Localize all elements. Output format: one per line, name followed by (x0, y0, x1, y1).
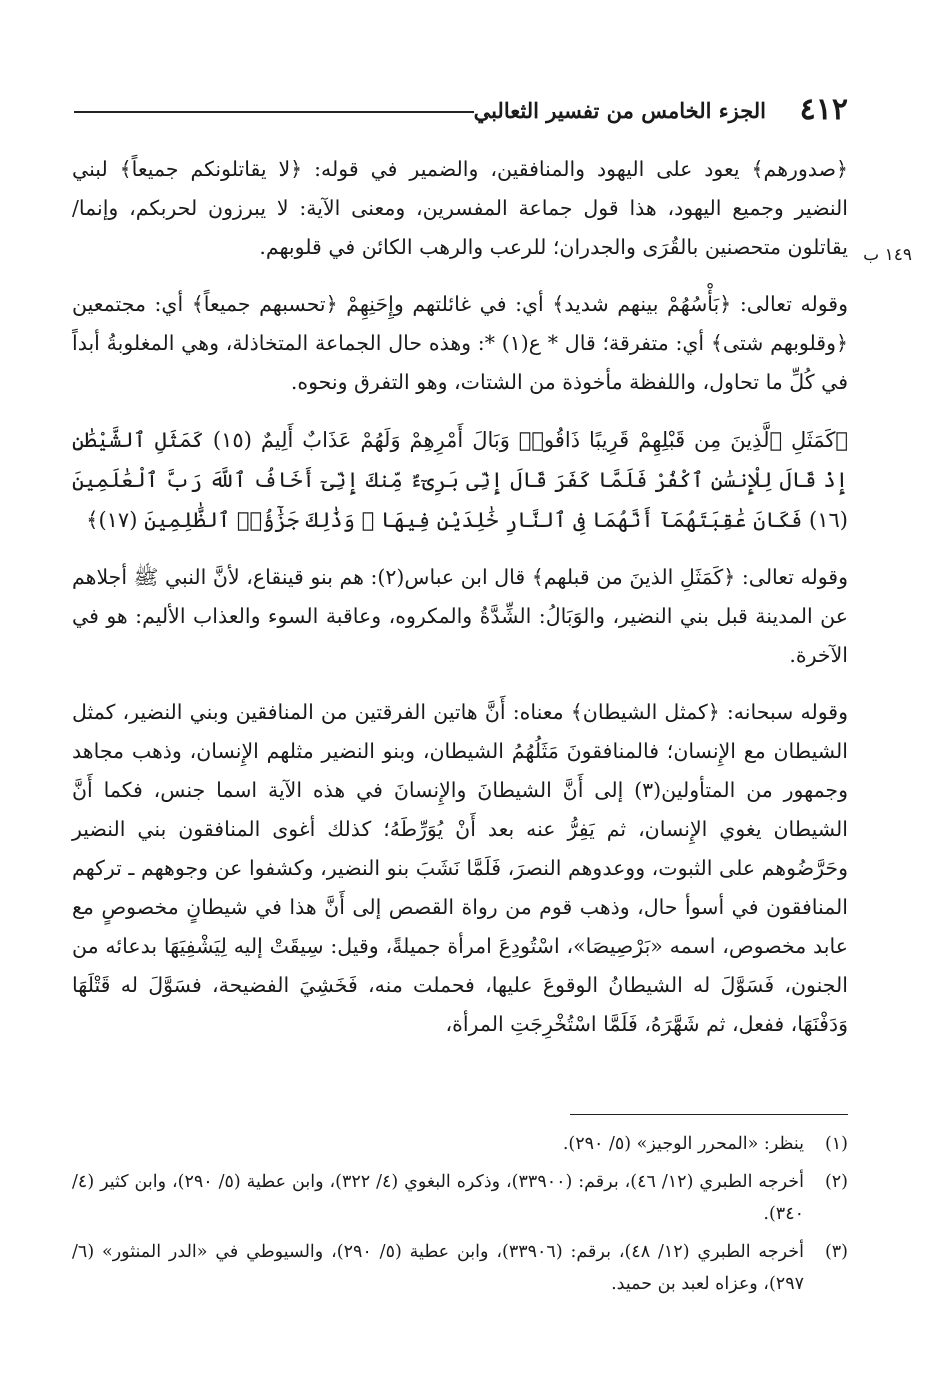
page-number: ٤١٢ (799, 92, 848, 127)
footnote-text: أخرجه الطبري (١٢/ ٤٨)، برقم: (٣٣٩٠٦)، وابن عطية (٥/ ٢٩٠)، والسيوطي في «الدر المنثور» (٦/ ٢٩٧)، وعزاه لعبد بن حميد. (72, 1242, 804, 1294)
paragraph-1: ﴿صدورهم﴾ يعود على اليهود والمنافقين، والضمير في قوله: ﴿لا يقاتلونكم جميعاً﴾ لبني النضير وجميع اليهود، هذا قول جماعة المفسرين، ومعنى الآية: لا يبرزون لحربكم، وإنما/ يقاتلون متحصنين بالقُرَى والجدران؛ للرعب والرهب الكائن في قلوبهم. (72, 157, 848, 259)
footnote-rule (570, 1114, 848, 1115)
running-title: الجزء الخامس من تفسير الثعالبي (473, 98, 766, 123)
footnote-number: (٢) (824, 1172, 848, 1192)
manuscript-folio-note: ١٤٩ ب (863, 245, 912, 265)
running-header (74, 92, 848, 132)
paragraph-2: وقوله تعالى: ﴿بَأْسُهُمْ بينهم شديد﴾ أي: في غائلتهم وإِحَنِهِمْ ﴿تحسبهم جميعاً﴾ أي: مجتمعين ﴿وقلوبهم شتى﴾ أي: متفرقة؛ قال * ع(١) *: وهذه حال الجماعة المتخاذلة، وهي المغلوبةُ أبداً في كُلِّ ما تحاول، واللفظة مأخوذة من الشتات، وهو التفرق ونحوه. (72, 292, 849, 394)
footnote (72, 1236, 848, 1300)
paragraph-4: وقوله سبحانه: ﴿كمثل الشيطان﴾ معناه: أَنَّ هاتين الفرقتين من المنافقين وبني النضير، كمثل الشيطان مع الإِنسان؛ فالمنافقونَ مَثَلُهُمُ الشيطان، وبنو النضير مثلهم الإِنسان، وذهب مجاهد وجمهور من المتأولين(٣) إلى أَنَّ الشيطانَ والإِنسانَ في هذه الآية اسما جنس، فكما أَنَّ الشيطان يغوي الإِنسان، ثم يَفِرُّ عنه بعد أَنْ يُوَرِّطَهُ؛ كذلك أغوى المنافقون بني النضير وحَرَّضُوهم على الثبوت، ووعدوهم النصرَ، فَلَمَّا نَشَبَ بنو النضير، وكشفوا عن وجوههم ـ تركهم المنافقون في أسوأ حال، وذهب قوم من رواة القصص إلى أَنَّ هذا في شيطانٍ مخصوصٍ مع عابد مخصوص، اسمه «بَرْصِيصَا»، اسْتُودِعَ امرأة جميلةً، وقيل: سِيقَتْ إليه لِيَشْفِيَهَا بدعائه من الجنون، فَسَوَّلَ له الشيطانُ الوقوعَ عليها، فحملت منه، فَخَشِيَ الفضيحة، فسَوَّلَ له قَتْلَهَا وَدَفْنَهَا، ففعل، ثم شَهَّرَهُ، فَلَمَّا اسْتُخْرِجَتِ المرأة، (72, 700, 848, 1036)
footnote (72, 1166, 848, 1230)
footnote (72, 1128, 848, 1160)
footnote-number: (١) (824, 1134, 848, 1154)
footnote-number: (٣) (824, 1242, 848, 1262)
quran-verses: ﴿كَمَثَلِ ٱلَّذِينَ مِن قَبْلِهِمْ قَرِيبًا ذَاقُوا۟ وَبَالَ أَمْرِهِمْ وَلَهُمْ عَذَابٌ أَلِيمٌ (١٥) كَمَثَلِ ٱلشَّيْطَٰنِ إِذْ قَالَ لِلْإِنسَٰنِ ٱكْفُرْ فَلَمَّا كَفَرَ قَالَ إِنِّى بَرِىٓءٌ مِّنكَ إِنِّىٓ أَخَافُ ٱللَّهَ رَبَّ ٱلْعَٰلَمِينَ (١٦) فَكَانَ عَٰقِبَتَهُمَآ أَنَّهُمَا فِى ٱلنَّارِ خَٰلِدَيْنِ فِيهَا ۚ وَذَٰلِكَ جَزَٰٓؤُا۟ ٱلظَّٰلِمِينَ (١٧)﴾ (72, 428, 849, 532)
main-text (72, 150, 912, 1062)
footnote-text: ينظر: «المحرر الوجيز» (٥/ ٢٩٠). (562, 1134, 804, 1154)
footnotes (72, 1128, 848, 1306)
footnote-text: أخرجه الطبري (١٢/ ٤٦)، برقم: (٣٣٩٠٠)، وذكره البغوي (٤/ ٣٢٢)، وابن عطية (٥/ ٢٩٠)، وابن كثير (٤/ ٣٤٠). (72, 1172, 804, 1224)
paragraph-3: وقوله تعالى: ﴿كَمَثَلِ الذينَ من قبلهم﴾ قال ابن عباس(٢): هم بنو قينقاع، لأنَّ النبي ﷺ أجلاهم عن المدينة قبل بني النضير، والوَبَالُ: الشِّدَّةُ والمكروه، وعاقبة السوء والعذاب الأليم: هو في الآخرة. (72, 565, 848, 667)
header-rule (74, 111, 474, 113)
